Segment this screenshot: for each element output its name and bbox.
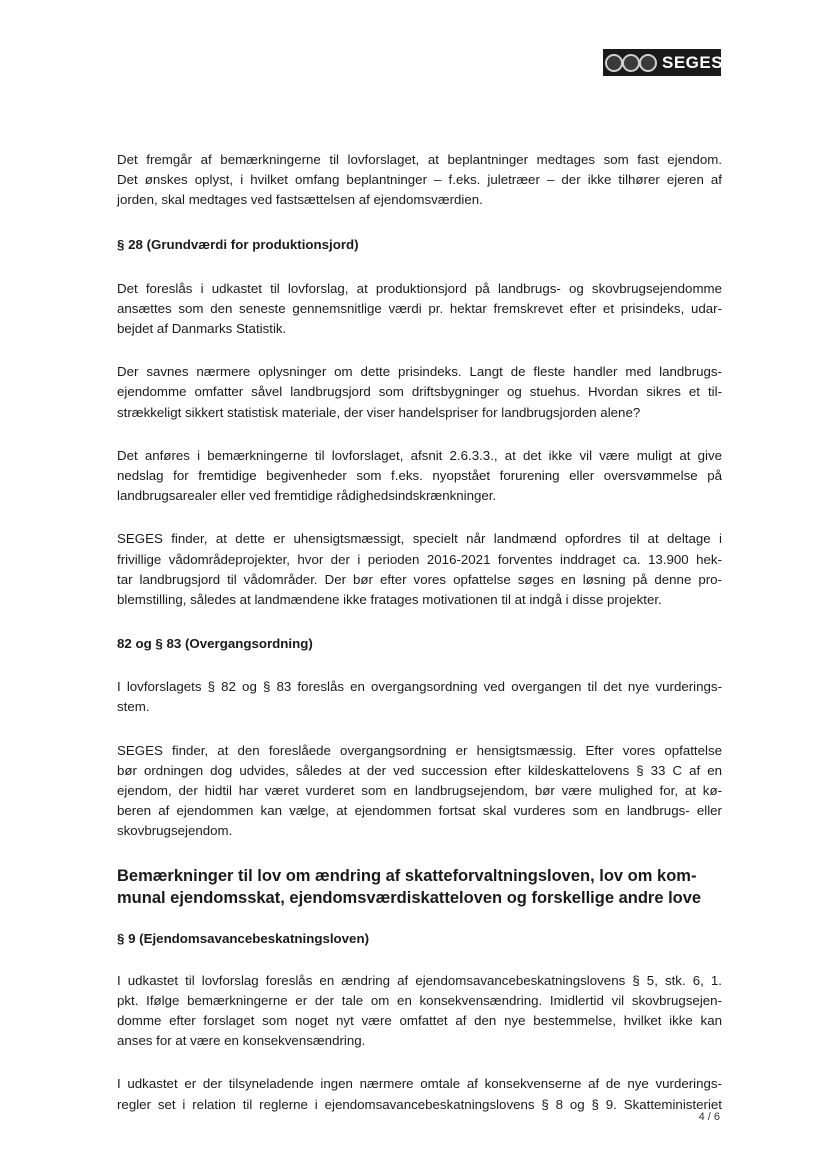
text-line: SEGES finder, at dette er uhensigtsmæssigt, specielt når landmænd opfordres til at deltage i <box>117 531 722 547</box>
logo-text: SEGES <box>662 52 724 72</box>
text-line: pkt. Ifølge bemærkningerne er der tale om en konsekvensændring. Imidlertid vil skovbrugsejen- <box>117 992 722 1008</box>
text-line: tar landbrugsjord til vådområder. Der bør efter vores opfattelse søges en løsning på denne pro- <box>117 571 722 587</box>
paragraph <box>117 677 722 717</box>
paragraph <box>117 971 722 1052</box>
text-line: bejdet af Danmarks Statistik. <box>117 321 287 337</box>
paragraph <box>117 279 722 340</box>
section-heading: 82 og § 83 (Overgangsordning) <box>117 636 313 652</box>
text-line: Bemærkninger til lov om ændring af skatteforvaltningsloven, lov om kom- <box>117 866 697 885</box>
section-heading: § 28 (Grundværdi for produktionsjord) <box>117 236 359 252</box>
text-line: I udkastet er der tilsyneladende ingen nærmere omtale af konsekvenserne af de nye vurderings- <box>117 1076 722 1092</box>
text-line: landbrugsarealer eller ved fremtidige rådighedsindskrænkninger. <box>117 488 497 504</box>
paragraph <box>117 150 722 211</box>
text-line: bør ordningen dog udvides, således at der ved succession efter kildeskattelovens § 33 C af en <box>117 762 722 778</box>
text-line: frivillige vådområdeprojekter, hvor der i perioden 2016-2021 forventes inddraget ca. 13.900 hek- <box>117 551 722 567</box>
text-line: jorden, skal medtages ved fastsættelsen af ejendomsværdien. <box>117 192 483 208</box>
major-heading <box>117 865 722 909</box>
text-line: Det ønskes oplyst, i hvilket omfang beplantninger – f.eks. juletræer – der ikke tilhører ejeren af <box>117 172 722 188</box>
paragraph <box>117 1074 722 1114</box>
text-line: ejendomme omfatter såvel landbrugsjord som driftsbygninger og stuehus. Hvordan sikres et til- <box>117 384 722 400</box>
text-line: skovbrugsejendom. <box>117 823 233 839</box>
document-body <box>117 150 722 1115</box>
text-line: SEGES finder, at den foreslåede overgangsordning er hensigtsmæssig. Efter vores opfattelse <box>117 742 722 758</box>
text-line: regler set i relation til reglerne i ejendomsavancebeskatningslovens § 8 og § 9. Skatteministeriet <box>117 1096 722 1112</box>
text-line: domme efter forslaget som noget nyt være omfattet af den nye bestemmelse, hvilket ikke kan <box>117 1013 722 1029</box>
paragraph <box>117 741 722 842</box>
seges-logo <box>603 49 724 76</box>
logo-emblem-icon <box>605 54 656 72</box>
text-line: strækkeligt sikkert statistisk materiale, der viser handelspriser for landbrugsjorden alene? <box>117 404 641 420</box>
text-line: stem. <box>117 699 150 715</box>
paragraph <box>117 362 722 423</box>
text-line: Det anføres i bemærkningerne til lovforslaget, afsnit 2.6.3.3., at det ikke vil være muligt at give <box>117 447 722 463</box>
text-line: Det fremgår af bemærkningerne til lovforslaget, at beplantninger medtages som fast ejendom. <box>117 152 722 167</box>
text-line: Der savnes nærmere oplysninger om dette prisindeks. Langt de fleste handler med landbrugs- <box>117 364 722 380</box>
text-line: Det foreslås i udkastet til lovforslag, at produktionsjord på landbrugs- og skovbrugsejendomme <box>117 280 722 296</box>
text-line: beren af ejendommen kan vælge, at ejendommen fortsat skal vurderes som en landbrugs- eller <box>117 803 722 819</box>
paragraph <box>117 529 722 610</box>
text-line: munal ejendomsskat, ejendomsværdiskatteloven og forskellige andre love <box>117 888 702 907</box>
text-line: ansættes som den seneste gennemsnitlige værdi pr. hektar fremskrevet efter et prisindeks, udar- <box>117 300 722 316</box>
text-line: I udkastet til lovforslag foreslås en ændring af ejendomsavancebeskatningslovens § 5, stk. 6, 1. <box>117 972 722 988</box>
text-line: I lovforslagets § 82 og § 83 foreslås en overgangsordning ved overgangen til det nye vurderings- <box>117 679 722 695</box>
text-line: blemstilling, således at landmændene ikke fratages motivationen til at indgå i disse projekter. <box>117 592 662 608</box>
page-number: 4 / 6 <box>698 1111 720 1123</box>
paragraph <box>117 446 722 507</box>
text-line: ejendom, der hidtil har været vurderet som en landbrugsejendom, bør være mulighed for, at kø- <box>117 783 722 799</box>
text-line: anses for at være en konsekvensændring. <box>117 1033 366 1049</box>
text-line: nedslag for fremtidige begivenheder som f.eks. nyopstået forurening eller oversvømmelse på <box>117 468 722 484</box>
section-heading: § 9 (Ejendomsavancebeskatningsloven) <box>117 930 369 946</box>
